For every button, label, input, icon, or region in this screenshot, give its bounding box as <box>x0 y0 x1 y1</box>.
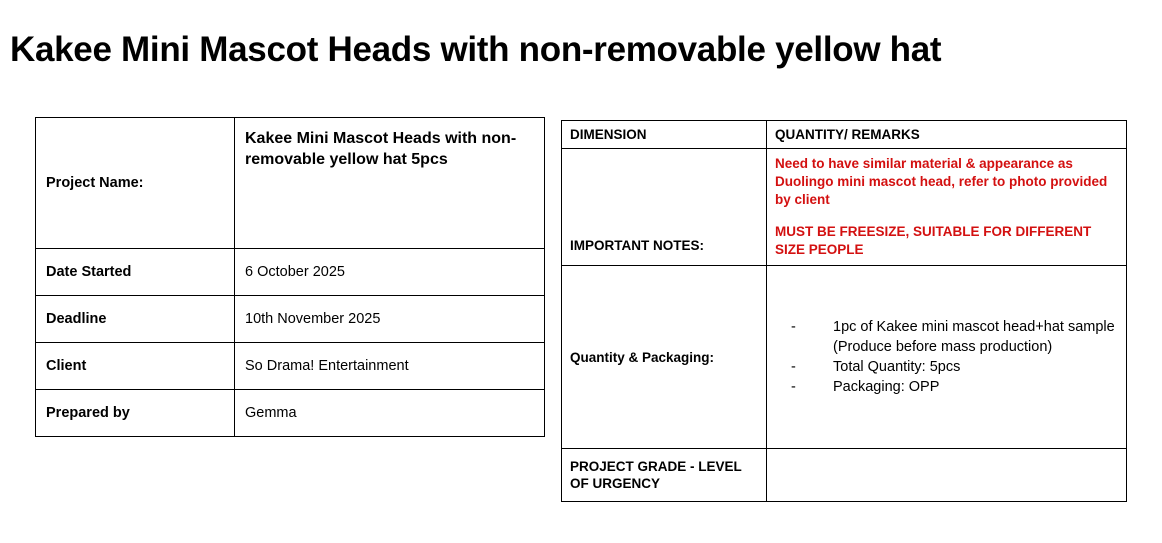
project-name-value: Kakee Mini Mascot Heads with non-removable yellow hat 5pcs <box>235 118 545 249</box>
dimension-header: DIMENSION <box>562 121 767 149</box>
table-row <box>562 266 1127 449</box>
list-item: - 1pc of Kakee mini mascot head+hat sample (Produce before mass production) <box>791 317 1118 358</box>
table-header-row <box>562 121 1127 149</box>
client-label: Client <box>36 343 235 390</box>
table-row <box>36 296 545 343</box>
quantity-packaging-label: Quantity & Packaging: <box>562 266 767 449</box>
important-notes-value <box>767 149 1127 266</box>
project-info-table <box>35 117 545 437</box>
prepared-by-label: Prepared by <box>36 390 235 437</box>
project-grade-value <box>767 449 1127 502</box>
list-item: - Packaging: OPP <box>791 377 1118 397</box>
table-row <box>36 390 545 437</box>
date-started-value: 6 October 2025 <box>235 249 545 296</box>
table-row <box>36 249 545 296</box>
important-notes-paragraph-1: Need to have similar material & appearance as Duolingo mini mascot head, refer to photo provided by client <box>775 156 1108 208</box>
prepared-by-value: Gemma <box>235 390 545 437</box>
date-started-label: Date Started <box>36 249 235 296</box>
details-table <box>561 120 1127 502</box>
packaging-list <box>775 317 1118 398</box>
important-notes-label: IMPORTANT NOTES: <box>562 149 767 266</box>
project-grade-label: PROJECT GRADE - LEVEL OF URGENCY <box>562 449 767 502</box>
project-name-label: Project Name: <box>36 118 235 249</box>
quantity-remarks-header: QUANTITY/ REMARKS <box>767 121 1127 149</box>
deadline-label: Deadline <box>36 296 235 343</box>
table-row <box>562 449 1127 502</box>
quantity-packaging-value <box>767 266 1127 449</box>
list-item: - Total Quantity: 5pcs <box>791 357 1118 377</box>
table-row <box>36 118 545 249</box>
page-title: Kakee Mini Mascot Heads with non-removable yellow hat <box>10 30 942 70</box>
important-notes-paragraph-2: MUST BE FREESIZE, SUITABLE FOR DIFFERENT SIZE PEOPLE <box>775 223 1092 257</box>
table-row <box>36 343 545 390</box>
table-row <box>562 149 1127 266</box>
client-value: So Drama! Entertainment <box>235 343 545 390</box>
deadline-value: 10th November 2025 <box>235 296 545 343</box>
